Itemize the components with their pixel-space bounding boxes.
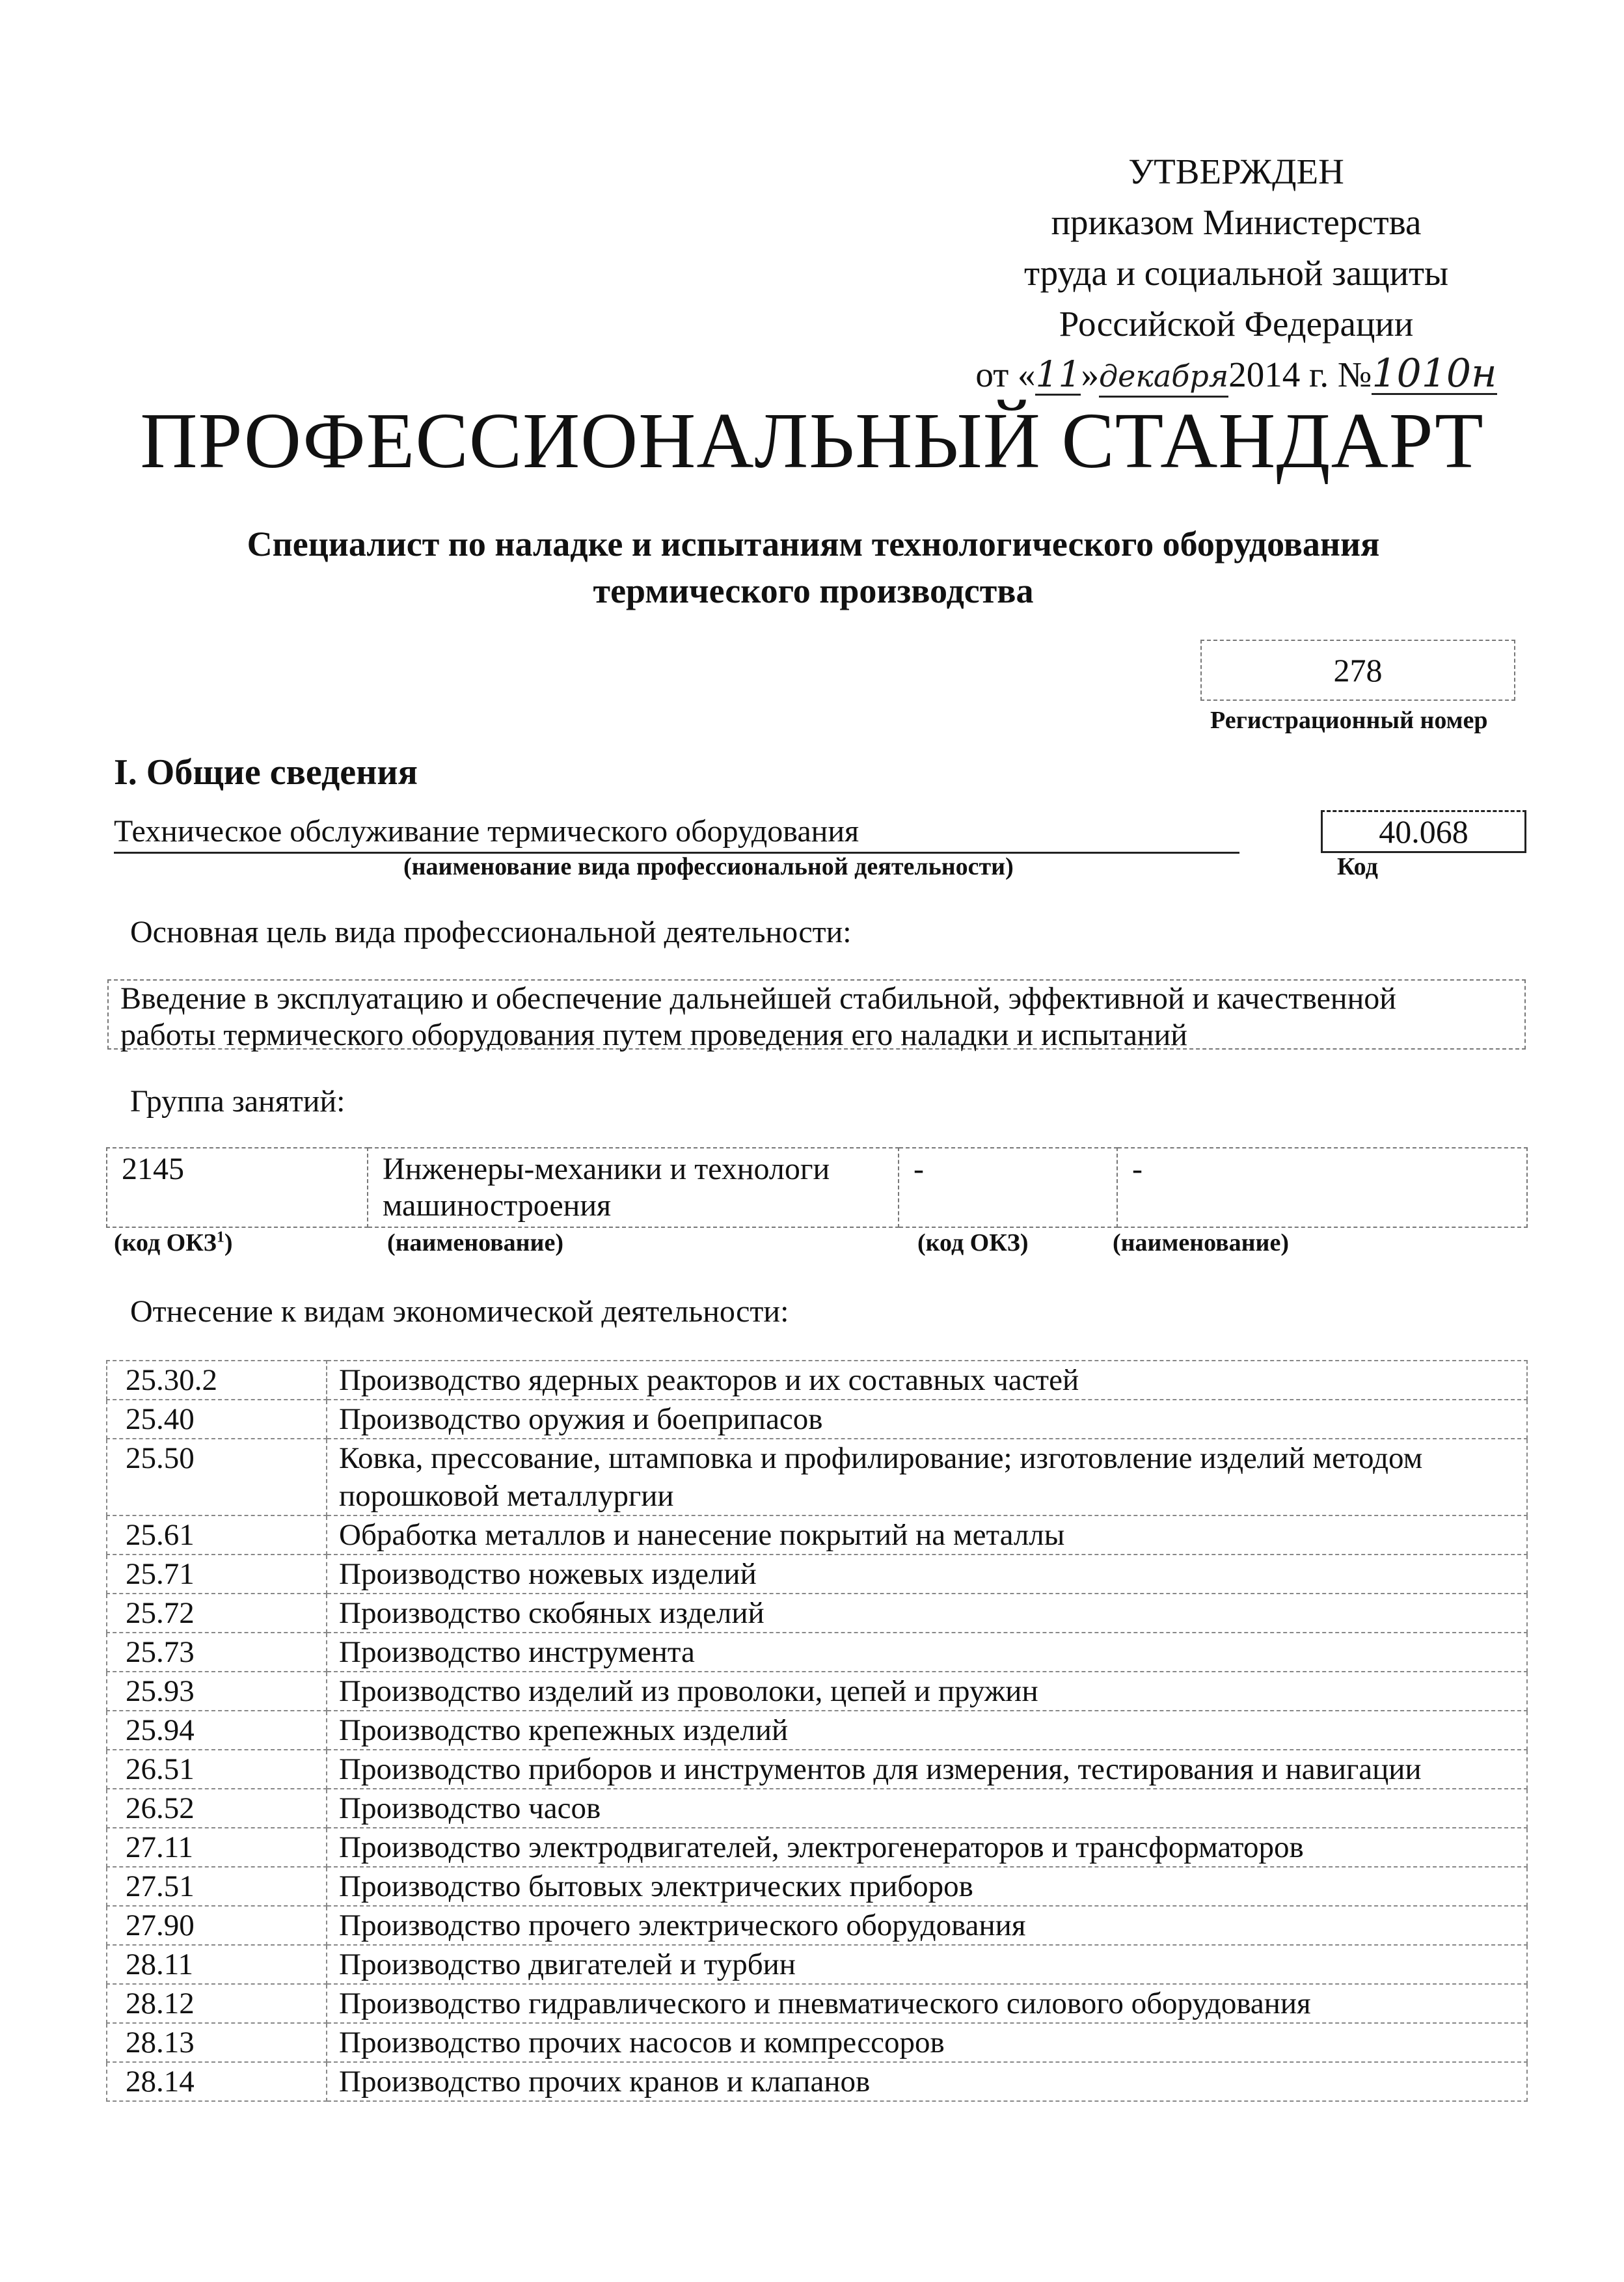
- okved-name: Обработка металлов и нанесение покрытий на металлы: [327, 1515, 1527, 1555]
- table-row: [107, 1711, 1527, 1750]
- okved-code: 28.11: [107, 1945, 327, 1984]
- okved-name: Производство инструмента: [327, 1633, 1527, 1672]
- okved-name: Производство прочих насосов и компрессоров: [327, 2023, 1527, 2062]
- approval-date-line: [911, 349, 1562, 400]
- okved-code: 25.30.2: [107, 1361, 327, 1400]
- okved-code: 25.40: [107, 1400, 327, 1439]
- date-mid: »: [1081, 355, 1099, 394]
- table-row: [107, 1945, 1527, 1984]
- okved-code: 25.71: [107, 1555, 327, 1594]
- activity-caption: (наименование вида профессиональной деятельности): [403, 853, 1014, 880]
- okved-name: Производство изделий из проволоки, цепей и пружин: [327, 1672, 1527, 1711]
- okz-name-1: [368, 1148, 899, 1227]
- okz-name-caption: (наименование): [387, 1229, 563, 1256]
- okz-code-2: -: [899, 1148, 1117, 1227]
- okved-code: 25.50: [107, 1439, 327, 1515]
- okved-name: Производство оружия и боеприпасов: [327, 1400, 1527, 1439]
- date-month: декабря: [1099, 357, 1228, 398]
- okved-name: Производство приборов и инструментов для измерения, тестирования и навигации: [327, 1750, 1527, 1789]
- subtitle-line-1: Специалист по наладке и испытаниям технологического оборудования: [247, 524, 1380, 564]
- okved-name: Производство крепежных изделий: [327, 1711, 1527, 1750]
- okved-code: 25.61: [107, 1515, 327, 1555]
- approval-line-1: приказом Министерства: [1051, 202, 1422, 242]
- okved-code: 25.94: [107, 1711, 327, 1750]
- okz-code-1: 2145: [107, 1148, 368, 1227]
- order-number: 1010н: [1372, 351, 1497, 396]
- approval-line-3: Российской Федерации: [1059, 304, 1414, 344]
- okved-table: [106, 1360, 1528, 2102]
- table-row: [107, 1789, 1527, 1828]
- okved-name: Производство скобяных изделий: [327, 1594, 1527, 1633]
- date-prefix: от «: [975, 355, 1036, 394]
- table-row: [107, 1361, 1527, 1400]
- table-row: [107, 1867, 1527, 1906]
- table-row: [107, 1555, 1527, 1594]
- okz-name-caption-2: (наименование): [1113, 1229, 1289, 1256]
- okz-code-caption-text: (код ОКЗ: [114, 1229, 217, 1256]
- document-title: ПРОФЕССИОНАЛЬНЫЙ СТАНДАРТ: [140, 397, 1484, 485]
- activity-name: Техническое обслуживание термического оборудования: [114, 813, 1239, 854]
- okved-code: 28.12: [107, 1984, 327, 2023]
- okved-name: Производство прочих кранов и клапанов: [327, 2062, 1527, 2101]
- section-title: I. Общие сведения: [114, 752, 418, 793]
- goal-box: [107, 979, 1526, 1050]
- approval-block: [911, 146, 1562, 400]
- registration-caption: Регистрационный номер: [1210, 707, 1488, 734]
- okz-name-1-line-2: машиностроения: [383, 1188, 612, 1223]
- okved-code: 27.11: [107, 1828, 327, 1867]
- okved-name: Производство прочего электрического оборудования: [327, 1906, 1527, 1945]
- okz-code-caption-2: (код ОКЗ): [917, 1229, 1029, 1256]
- registration-number-box: 278: [1200, 640, 1515, 701]
- approval-title: УТВЕРЖДЕН: [1128, 152, 1344, 191]
- document-subtitle: [130, 521, 1496, 614]
- okved-name: Производство ядерных реакторов и их составных частей: [327, 1361, 1527, 1400]
- table-row: [107, 2062, 1527, 2101]
- table-row: [107, 1400, 1527, 1439]
- approval-line-2: труда и социальной защиты: [1023, 253, 1449, 293]
- table-row: [107, 1439, 1527, 1515]
- okz-name-1-line-1: Инженеры-механики и технологи: [383, 1152, 830, 1186]
- okved-code: 25.73: [107, 1633, 327, 1672]
- okz-code-caption: [114, 1229, 233, 1257]
- okved-code: 26.51: [107, 1750, 327, 1789]
- okved-code: 28.13: [107, 2023, 327, 2062]
- goal-line-2: работы термического оборудования путем проведения его наладки и испытаний: [120, 1018, 1187, 1052]
- code-caption: Код: [1337, 853, 1378, 880]
- table-row: [107, 1633, 1527, 1672]
- okved-name: Производство гидравлического и пневматического силового оборудования: [327, 1984, 1527, 2023]
- table-row: [107, 2023, 1527, 2062]
- okz-name-2: -: [1117, 1148, 1527, 1227]
- footnote-mark: 1: [216, 1229, 224, 1246]
- date-year: 2014 г. №: [1228, 355, 1372, 394]
- okved-code: 27.51: [107, 1867, 327, 1906]
- goal-label: Основная цель вида профессиональной деятельности:: [130, 915, 852, 949]
- table-row: [107, 1515, 1527, 1555]
- okved-name: Производство электродвигателей, электрогенераторов и трансформаторов: [327, 1828, 1527, 1867]
- okved-code: 25.93: [107, 1672, 327, 1711]
- date-day: 11: [1035, 353, 1081, 395]
- table-row: [107, 1906, 1527, 1945]
- okved-table-body: [107, 1361, 1527, 2101]
- okved-name: Ковка, прессование, штамповка и профилирование; изготовление изделий методом порошковой металлургии: [327, 1439, 1527, 1515]
- table-row: [107, 1148, 1527, 1227]
- okz-code-caption-close: ): [224, 1229, 233, 1256]
- table-row: [107, 1672, 1527, 1711]
- table-row: [107, 1828, 1527, 1867]
- okved-code: 28.14: [107, 2062, 327, 2101]
- activity-code-box: 40.068: [1321, 810, 1526, 853]
- okved-label: Отнесение к видам экономической деятельности:: [130, 1294, 789, 1329]
- table-row: [107, 1750, 1527, 1789]
- okved-name: Производство двигателей и турбин: [327, 1945, 1527, 1984]
- okved-code: 27.90: [107, 1906, 327, 1945]
- occupation-group-table: [106, 1147, 1528, 1228]
- table-row: [107, 1594, 1527, 1633]
- okved-code: 25.72: [107, 1594, 327, 1633]
- goal-line-1: Введение в эксплуатацию и обеспечение дальнейшей стабильной, эффективной и качественной: [120, 981, 1396, 1016]
- subtitle-line-2: термического производства: [593, 571, 1034, 610]
- table-row: [107, 1984, 1527, 2023]
- group-label: Группа занятий:: [130, 1084, 345, 1119]
- okved-name: Производство ножевых изделий: [327, 1555, 1527, 1594]
- okved-name: Производство часов: [327, 1789, 1527, 1828]
- okved-name: Производство бытовых электрических приборов: [327, 1867, 1527, 1906]
- okved-code: 26.52: [107, 1789, 327, 1828]
